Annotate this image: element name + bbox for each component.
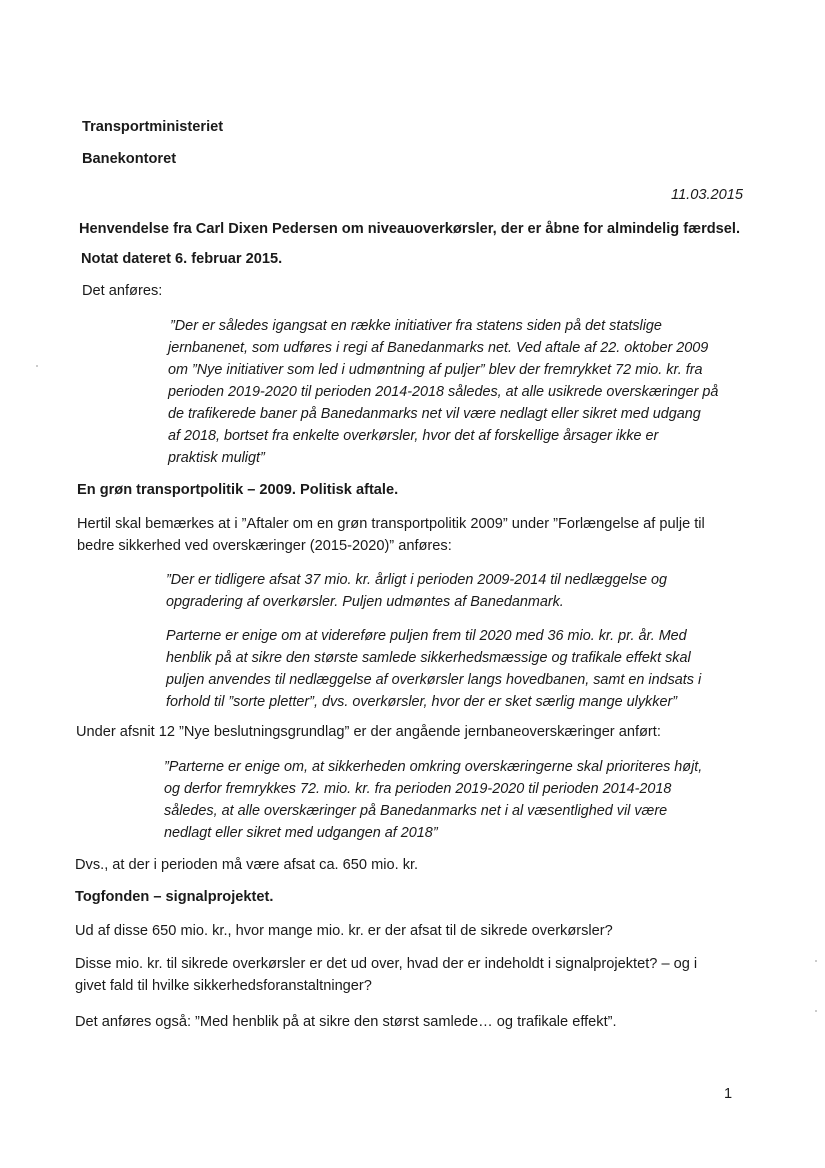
quote-line: således, at alle overskæringer på Banedanmarks net i al væsentlighed vil være <box>164 803 668 819</box>
quote-line: jernbanenet, som udføres i regi af Banedanmarks net. Ved aftale af 22. oktober 2009 <box>168 340 709 356</box>
intro-text: Det anføres: <box>82 283 163 299</box>
quote-line: og derfor fremrykkes 72. mio. kr. fra perioden 2019-2020 til perioden 2014-2018 <box>164 781 672 797</box>
memo-date-heading: Notat dateret 6. februar 2015. <box>81 251 283 267</box>
paragraph-line: Hertil skal bemærkes at i ”Aftaler om en grøn transportpolitik 2009” under ”Forlængelse af pulje til <box>77 516 705 532</box>
closing-text: Det anføres også: ”Med henblik på at sikre den størst samlede… og trafikale effekt”. <box>75 1014 617 1030</box>
paragraph-line: bedre sikkerhed ved overskæringer (2015-2020)” anføres: <box>77 538 452 554</box>
question-text: Disse mio. kr. til sikrede overkørsler er det ud over, hvad der er indeholdt i signalprojektet? – og i <box>75 956 698 972</box>
quote-line: Parterne er enige om at videreføre puljen frem til 2020 med 36 mio. kr. pr. år. Med <box>166 628 687 644</box>
quote-line: puljen anvendes til nedlæggelse af overkørsler langs hovedbanen, samt en indsats i <box>166 672 702 688</box>
quote-line: perioden 2019-2020 til perioden 2014-2018 således, at alle usikrede overskæringer på <box>168 384 719 400</box>
question-text: givet fald til hvilke sikkerhedsforanstaltninger? <box>75 978 372 994</box>
quote-line: de trafikerede baner på Banedanmarks net vil være nedlagt eller sikret med udgang <box>168 406 701 422</box>
question-text: Ud af disse 650 mio. kr., hvor mange mio. kr. er der afsat til de sikrede overkørsler? <box>75 923 613 939</box>
section-heading-togfonden: Togfonden – signalprojektet. <box>75 889 274 905</box>
scan-speck <box>815 1010 817 1012</box>
org-name: Transportministeriet <box>82 119 224 135</box>
quote-line: ”Parterne er enige om, at sikkerheden omkring overskæringerne skal prioriteres højt, <box>164 759 703 775</box>
quote-line: nedlagt eller sikret med udgangen af 2018” <box>164 825 438 841</box>
office-name: Banekontoret <box>82 151 177 167</box>
quote-line: praktisk muligt” <box>168 450 265 466</box>
paragraph-line: Under afsnit 12 ”Nye beslutningsgrundlag” er der angående jernbaneoverskæringer anført: <box>76 724 661 740</box>
section-heading-transport-policy: En grøn transportpolitik – 2009. Politisk aftale. <box>77 482 399 498</box>
quote-line: opgradering af overkørsler. Puljen udmøntes af Banedanmark. <box>166 594 564 610</box>
page-number: 1 <box>724 1086 733 1102</box>
quote-line: ”Der er således igangsat en række initiativer fra statens siden på det statslige <box>170 318 662 334</box>
quote-line: af 2018, bortset fra enkelte overkørsler, hvor det af forskellige årsager ikke er <box>168 428 659 444</box>
scan-speck <box>36 365 38 367</box>
scan-speck <box>815 960 817 962</box>
quote-line: forhold til ”sorte pletter”, dvs. overkørsler, hvor der er sket særlig mange ulykker” <box>166 694 678 710</box>
quote-line: om ”Nye initiativer som led i udmøntning af puljer” blev der fremrykket 72 mio. kr. fra <box>168 362 703 378</box>
document-date: 11.03.2015 <box>671 187 743 203</box>
document-title: Henvendelse fra Carl Dixen Pedersen om niveauoverkørsler, der er åbne for almindelig færdsel. <box>79 221 741 237</box>
quote-line: henblik på at sikre den største samlede sikkerhedsmæssige og trafikale effekt skal <box>166 650 691 666</box>
summary-text: Dvs., at der i perioden må være afsat ca. 650 mio. kr. <box>75 857 419 873</box>
quote-line: ”Der er tidligere afsat 37 mio. kr. årligt i perioden 2009-2014 til nedlæggelse og <box>166 572 668 588</box>
